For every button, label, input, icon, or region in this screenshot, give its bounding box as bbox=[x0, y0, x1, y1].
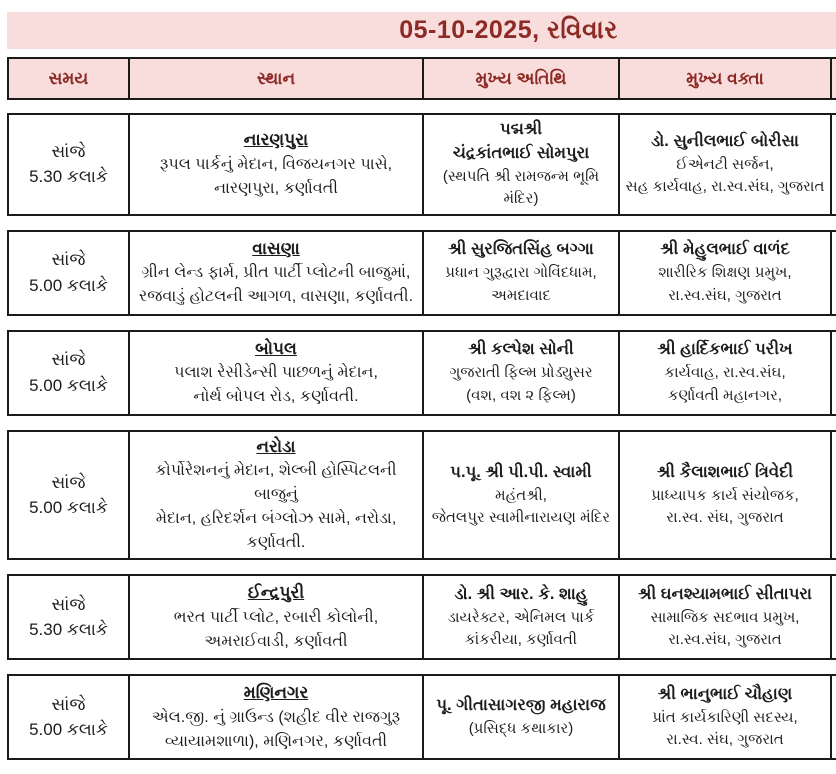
cut-off-column-cell bbox=[832, 432, 836, 559]
guest-cell bbox=[424, 115, 620, 214]
place-cell bbox=[130, 115, 424, 214]
time-cell bbox=[9, 115, 130, 214]
place-address bbox=[174, 361, 378, 409]
time-line: 5.00 કલાકે bbox=[29, 720, 108, 740]
cut-off-column-cell bbox=[832, 576, 836, 658]
cut-off-column-cell bbox=[832, 115, 836, 214]
guest-cell bbox=[424, 676, 620, 758]
place-cell bbox=[130, 576, 424, 658]
table-row bbox=[7, 674, 836, 760]
time-line: 5.00 કલાકે bbox=[29, 498, 108, 518]
speaker-cell bbox=[620, 332, 832, 414]
guest-name: શ્રી સુરજિતસિંહ બગ્ગા bbox=[448, 240, 594, 259]
speaker-detail: પ્રાંત કાર્યકારિણી સદસ્ય, bbox=[652, 708, 798, 726]
time-cell bbox=[9, 676, 130, 758]
place-address bbox=[152, 706, 400, 754]
place-address-line: કોર્પોરેશનનું મેદાન, શેલ્બી હોસ્પિટલની બાજુનું bbox=[155, 462, 397, 504]
place-address bbox=[139, 261, 413, 309]
header-guest-label: મુખ્ય અતિથિ bbox=[475, 68, 567, 88]
table-row bbox=[7, 574, 836, 660]
place-title: વાસણા bbox=[252, 238, 300, 258]
place-address-line: અમરાઈવાડી, કર્ણાવતી bbox=[204, 632, 348, 650]
place-title: નરોડા bbox=[256, 436, 296, 456]
guest-detail: (પ્રસિદ્ધ કથાકાર) bbox=[468, 720, 574, 738]
time-line: 5.30 કલાકે bbox=[29, 620, 108, 640]
place-address-line: પલાશ રેસીડેન્સી પાછળનું મેદાન, bbox=[174, 364, 378, 382]
place-title: મણિનગર bbox=[243, 683, 309, 703]
date-title: 05-10-2025, રવિવાર bbox=[399, 16, 618, 44]
cut-off-column-cell bbox=[832, 332, 836, 414]
guest-detail: ડાયરેક્ટર, એનિમલ પાર્ક bbox=[447, 608, 595, 626]
guest-detail: પ્રધાન ગુરૂદ્વારા ગોવિંદધામ, bbox=[445, 264, 597, 282]
place-address-line: મેદાન, હરિદર્શન બંગ્લોઝ સામે, નરોડા, કર્ણાવતી. bbox=[155, 510, 397, 552]
guest-name: પૂ. ગીતાસાગરજી મહારાજ bbox=[436, 696, 606, 715]
guest-detail: મહંતશ્રી, bbox=[495, 486, 547, 504]
guest-cell bbox=[424, 332, 620, 414]
speaker-cell bbox=[620, 432, 832, 559]
header-speaker bbox=[620, 59, 832, 98]
time-line: સાંજે bbox=[51, 250, 86, 270]
speaker-detail: રા.સ્વ.સંઘ, ગુજરાત bbox=[668, 286, 782, 304]
speaker-name: શ્રી મેહુલભાઈ વાળંદ bbox=[660, 240, 790, 259]
cut-off-column-cell bbox=[832, 232, 836, 314]
guest-name: શ્રી કલ્પેશ સોની bbox=[468, 340, 574, 359]
header-speaker-label: મુખ્ય વક્તા bbox=[686, 68, 764, 88]
guest-name: પદ્મશ્રી bbox=[499, 120, 543, 138]
time-line: 5.00 કલાકે bbox=[29, 375, 108, 395]
guest-cell bbox=[424, 576, 620, 658]
table-row bbox=[7, 330, 836, 416]
place-cell bbox=[130, 432, 424, 559]
place-cell bbox=[130, 676, 424, 758]
speaker-name: શ્રી ભાનુભાઈ ચૌહાણ bbox=[657, 685, 793, 704]
guest-name: ચંદ્રકાંતભાઈ સોમપુરા bbox=[452, 143, 590, 162]
place-title: બોપલ bbox=[255, 338, 297, 358]
guest-detail: જેતલપુર સ્વામીનારાયણ મંદિર bbox=[431, 509, 611, 527]
guest-name: ડો. શ્રી આર. કે. શાહુ bbox=[454, 585, 588, 604]
time-line: સાંજે bbox=[51, 350, 86, 370]
table-row bbox=[7, 113, 836, 216]
speaker-cell bbox=[620, 576, 832, 658]
place-address bbox=[160, 153, 392, 201]
guest-detail: અમદાવાદ bbox=[491, 286, 551, 304]
time-line: 5.00 કલાકે bbox=[29, 275, 108, 295]
cut-off-column-cell bbox=[832, 676, 836, 758]
time-line: 5.30 કલાકે bbox=[29, 167, 108, 187]
place-address bbox=[174, 606, 378, 654]
speaker-detail: રા.સ્વ. સંઘ, ગુજરાત bbox=[666, 509, 784, 527]
place-address-line: નારણપુરા, કર્ણાવતી bbox=[214, 179, 338, 197]
place-address-line: ગ્રીન લેન્ડ ફાર્મ, પ્રીત પાર્ટી પ્લોટની બાજુમાં, bbox=[141, 264, 411, 282]
time-cell bbox=[9, 332, 130, 414]
time-line: સાંજે bbox=[51, 472, 86, 492]
time-cell bbox=[9, 576, 130, 658]
speaker-detail: સહ કાર્યવાહ, રા.સ્વ.સંઘ, ગુજરાત bbox=[625, 178, 825, 196]
place-address-line: એલ.જી. નું ગ્રાઉન્ડ (શહીદ વીર રાજગુરૂ bbox=[151, 708, 401, 726]
guest-cell bbox=[424, 232, 620, 314]
schedule-rows bbox=[7, 113, 836, 760]
header-place bbox=[130, 59, 424, 98]
time-line: સાંજે bbox=[51, 594, 86, 614]
guest-detail: ગુજરાતી ફિલ્મ પ્રોડ્યુસર bbox=[449, 364, 593, 382]
speaker-cell bbox=[620, 676, 832, 758]
header-place-label: સ્થાન bbox=[256, 68, 296, 88]
header-cut-off-column bbox=[832, 59, 836, 98]
guest-detail: કાંકરીયા, કર્ણાવતી bbox=[464, 631, 578, 649]
place-title: ઈન્દ્રપુરી bbox=[247, 583, 305, 603]
speaker-cell bbox=[620, 115, 832, 214]
date-title-band bbox=[7, 12, 836, 49]
place-address-line: રૂપલ પાર્કનું મેદાન, વિજયનગર પાસે, bbox=[159, 155, 393, 173]
schedule-table bbox=[7, 12, 836, 774]
speaker-detail: પ્રાધ્યાપક કાર્ય સંયોજક, bbox=[651, 486, 799, 504]
speaker-name: શ્રી ઘનશ્યામભાઈ સીતાપરા bbox=[638, 585, 812, 604]
speaker-detail: સામાજિક સદભાવ પ્રમુખ, bbox=[650, 608, 800, 626]
place-address bbox=[135, 459, 417, 555]
place-address-line: ભરત પાર્ટી પ્લોટ, રબારી કોલોની, bbox=[173, 608, 379, 626]
place-cell bbox=[130, 232, 424, 314]
speaker-detail: શારીરિક શિક્ષણ પ્રમુખ, bbox=[658, 264, 792, 282]
guest-detail: (વશ, વશ ૨ ફિલ્મ) bbox=[466, 386, 576, 404]
table-row bbox=[7, 430, 836, 561]
header-time-label: સમય bbox=[48, 68, 89, 88]
time-line: સાંજે bbox=[51, 141, 86, 161]
table-header-row bbox=[7, 57, 836, 100]
place-title: નારણપુરા bbox=[243, 130, 309, 150]
guest-cell bbox=[424, 432, 620, 559]
guest-name: પ.પૂ. શ્રી પી.પી. સ્વામી bbox=[450, 462, 592, 481]
header-time bbox=[9, 59, 130, 98]
place-cell bbox=[130, 332, 424, 414]
speaker-detail: રા.સ્વ.સંઘ, ગુજરાત bbox=[668, 631, 782, 649]
place-address-line: નોર્થ બોપલ રોડ, કર્ણાવતી. bbox=[193, 388, 359, 406]
table-row bbox=[7, 230, 836, 316]
speaker-detail: રા.સ્વ. સંઘ, ગુજરાત bbox=[666, 731, 784, 749]
speaker-cell bbox=[620, 232, 832, 314]
guest-detail: (સ્થપતિ શ્રી રામજન્મ ભૂમિ મંદિર) bbox=[442, 167, 600, 208]
speaker-detail: કર્ણાવતી મહાનગર, bbox=[667, 386, 783, 404]
place-address-line: રજવાડું હોટલની આગળ, વાસણા, કર્ણાવતી. bbox=[138, 288, 414, 306]
speaker-name: ડો. સુનીલભાઈ બોરીસા bbox=[651, 131, 799, 150]
time-cell bbox=[9, 232, 130, 314]
speaker-name: શ્રી હાર્દિકભાઈ પરીખ bbox=[657, 340, 793, 359]
speaker-name: શ્રી કૈલાશભાઈ ત્રિવેદી bbox=[656, 462, 794, 481]
speaker-detail: કાર્યવાહ, રા.સ્વ.સંઘ, bbox=[664, 364, 786, 382]
time-cell bbox=[9, 432, 130, 559]
time-line: સાંજે bbox=[51, 694, 86, 714]
header-guest bbox=[424, 59, 620, 98]
place-address-line: વ્યાયામશાળા), મણિનગર, કર્ણાવતી bbox=[164, 732, 388, 750]
speaker-detail: ઈએનટી સર્જન, bbox=[676, 155, 774, 173]
